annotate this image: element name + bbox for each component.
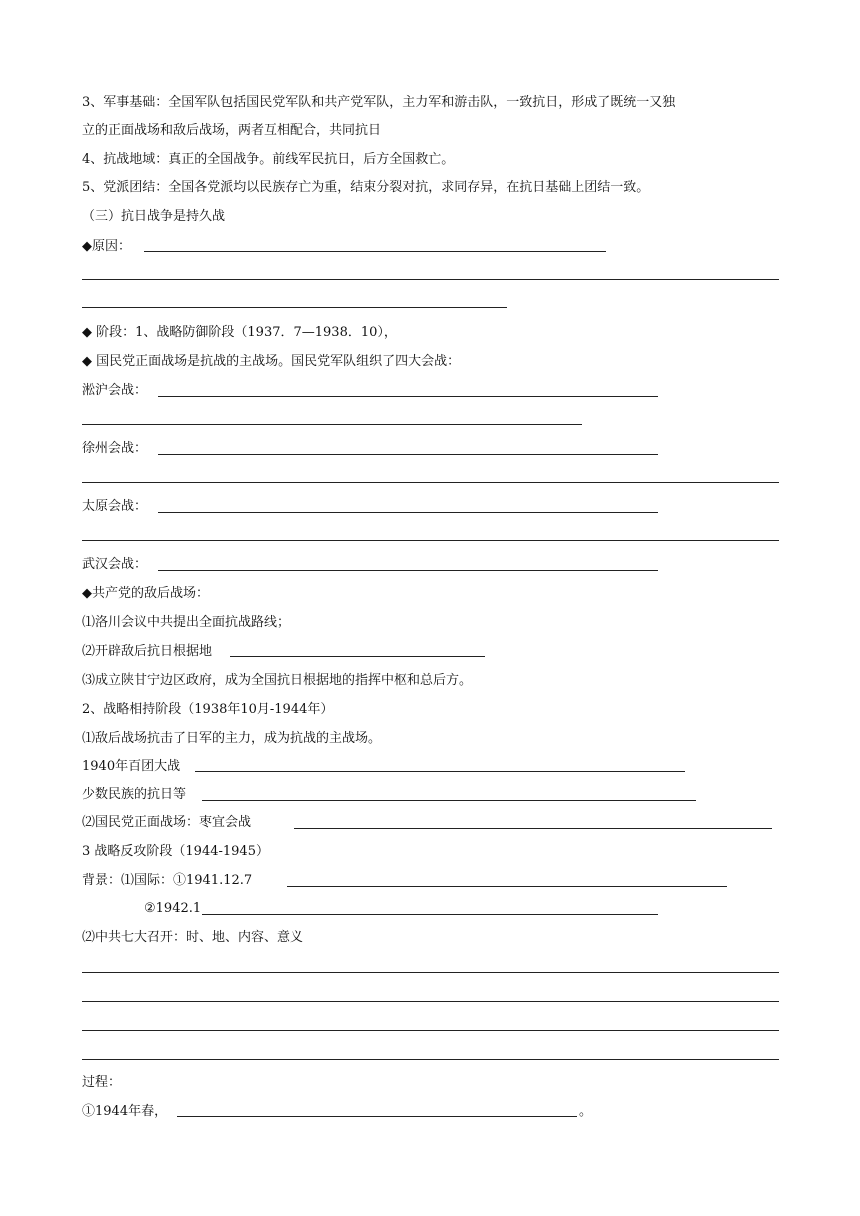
sentence-end-period: 。 [579,1104,593,1119]
kmt-main-battlefield-line: ◆ 国民党正面战场是抗战的主战场。国民党军队组织了四大会战： [82,354,461,369]
zaoyi-answer-line[interactable] [294,828,772,829]
songhu-battle-label: 淞沪会战： [82,383,148,398]
reason-answer-line-3[interactable] [82,307,507,308]
base-areas-label: ⑵开辟敌后抗日根据地 [82,644,213,659]
taiyuan-answer-line-1[interactable] [158,512,658,513]
seventh-congress-answer-line-1[interactable] [82,972,779,973]
luochuan-meeting-line: ⑴洛川会议中共提出全面抗战路线； [82,615,291,630]
taiyuan-answer-line-2[interactable] [82,540,779,541]
background-international-label: 背景：⑴国际：①1941.12.7 [82,873,253,888]
wuhan-battle-label: 武汉会战： [82,557,148,572]
process-label: 过程： [82,1075,122,1090]
stalemate-stage-heading: 2、战略相持阶段（1938年10月-1944年） [82,702,334,717]
reason-label: ◆原因： [82,239,131,254]
wuhan-answer-line[interactable] [158,570,658,571]
zaoyi-battle-label: ⑵国民党正面战场：枣宜会战 [82,815,252,830]
base-areas-answer-line[interactable] [230,656,485,657]
background-1941-answer-line[interactable] [287,886,727,887]
shaanganning-government-line: ⑶成立陕甘宁边区政府，成为全国抗日根据地的指挥中枢和总后方。 [82,673,473,688]
seventh-congress-line: ⑵中共七大召开：时、地、内容、意义 [82,930,304,945]
songhu-answer-line-1[interactable] [158,396,658,397]
xuzhou-answer-line-2[interactable] [82,482,779,483]
taiyuan-battle-label: 太原会战： [82,499,148,514]
hundred-regiments-label: 1940年百团大战 [82,759,181,774]
ccp-rear-battlefield-heading: ◆共产党的敌后战场： [82,586,209,601]
reason-answer-line-1[interactable] [144,251,606,252]
seventh-congress-answer-line-4[interactable] [82,1059,779,1060]
xuzhou-battle-label: 徐州会战： [82,441,148,456]
reason-answer-line-2[interactable] [82,279,779,280]
xuzhou-answer-line-1[interactable] [158,454,658,455]
military-basis-line-1: 3、军事基础：全国军队包括国民党军队和共产党军队，主力军和游击队，一致抗日，形成了既统一又独 [82,95,676,110]
spring-1944-answer-line[interactable] [177,1116,577,1117]
background-1942-label: ②1942.1 [144,901,202,916]
background-1942-answer-line[interactable] [202,914,658,915]
seventh-congress-answer-line-3[interactable] [82,1030,779,1031]
minority-resistance-answer-line[interactable] [202,800,696,801]
minority-resistance-label: 少数民族的抗日等 [82,787,187,802]
seventh-congress-answer-line-2[interactable] [82,1001,779,1002]
hundred-regiments-answer-line[interactable] [195,771,685,772]
spring-1944-label: ①1944年春， [82,1104,168,1119]
section-heading-protracted-war: （三）抗日战争是持久战 [82,209,226,224]
war-region-line: 4、抗战地域：真正的全国战争。前线军民抗日，后方全国救亡。 [82,152,455,167]
songhu-answer-line-2[interactable] [82,424,582,425]
rear-main-battlefield-line: ⑴敌后战场抗击了日军的主力，成为抗战的主战场。 [82,731,382,746]
military-basis-line-2: 立的正面战场和敌后战场，两者互相配合，共同抗日 [82,123,382,138]
party-unity-line: 5、党派团结：全国各党派均以民族存亡为重，结束分裂对抗，求同存异，在抗日基础上团结一致。 [82,180,650,195]
stage-defense-line: ◆ 阶段：1、战略防御阶段（1937．7—1938．10）， [82,325,397,340]
counteroffensive-stage-heading: 3 战略反攻阶段（1944-1945） [82,844,269,859]
